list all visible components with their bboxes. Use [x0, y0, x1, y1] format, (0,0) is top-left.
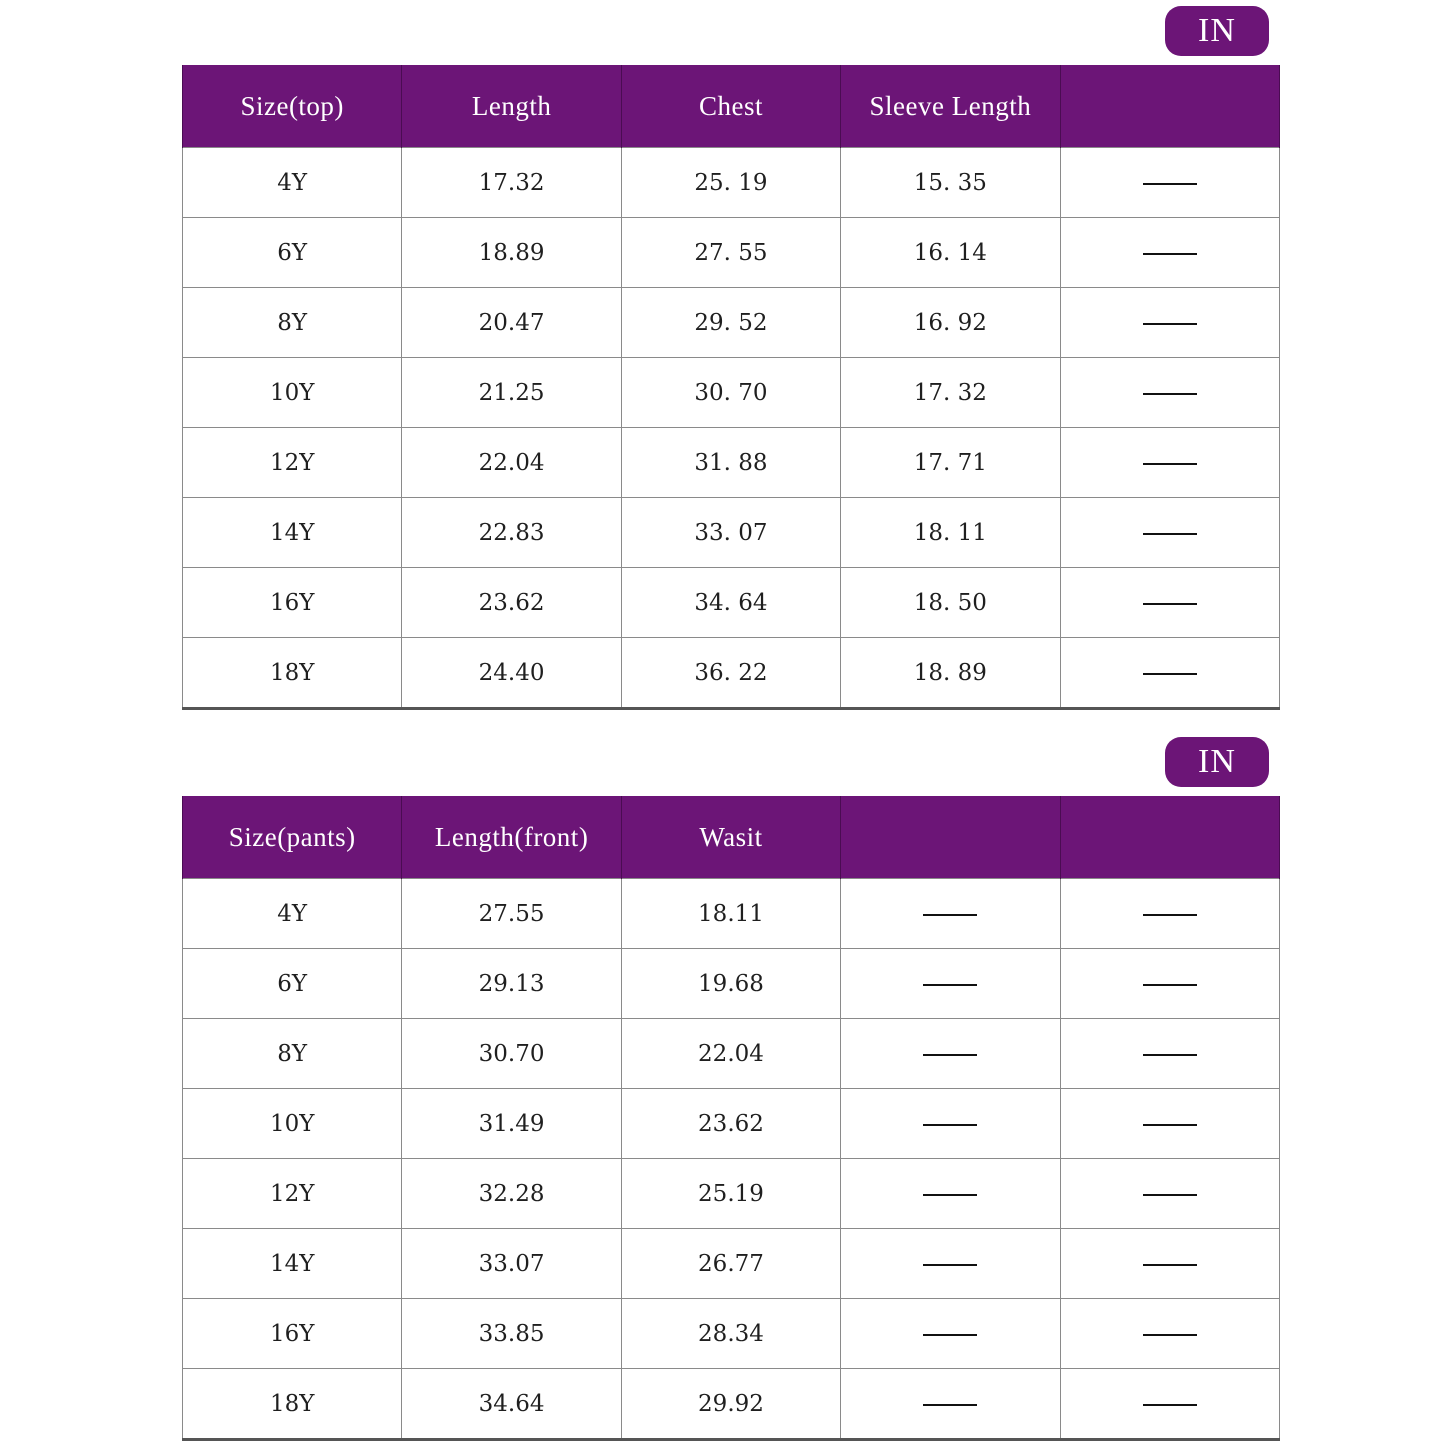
table-row	[183, 148, 1280, 218]
dash-mark	[1143, 1404, 1197, 1406]
dash-mark	[923, 1124, 977, 1126]
table-cell: 16Y	[183, 1299, 402, 1369]
empty-cell	[1060, 638, 1279, 709]
table-row	[183, 638, 1280, 709]
table-cell: 6Y	[183, 218, 402, 288]
table-cell: 18. 89	[841, 638, 1060, 709]
dash-mark	[923, 1404, 977, 1406]
pants-table-body	[183, 879, 1280, 1440]
tops-header-sleeve-length: Sleeve Length	[841, 65, 1060, 148]
empty-cell	[841, 1089, 1060, 1159]
empty-cell	[841, 1369, 1060, 1440]
table-cell: 17. 71	[841, 428, 1060, 498]
tops-size-table	[182, 65, 1280, 710]
table-row	[183, 288, 1280, 358]
table-row	[183, 1299, 1280, 1369]
table-cell: 34.64	[402, 1369, 621, 1440]
table-cell: 16Y	[183, 568, 402, 638]
table-row	[183, 428, 1280, 498]
dash-mark	[1143, 673, 1197, 675]
empty-cell	[1060, 1089, 1279, 1159]
dash-mark	[1143, 1124, 1197, 1126]
table-cell: 4Y	[183, 879, 402, 949]
table-cell: 25. 19	[621, 148, 840, 218]
pants-header-size: Size(pants)	[183, 796, 402, 879]
table-cell: 18.11	[621, 879, 840, 949]
empty-cell	[841, 949, 1060, 1019]
table-cell: 31.49	[402, 1089, 621, 1159]
empty-cell	[1060, 1299, 1279, 1369]
table-row	[183, 879, 1280, 949]
table-cell: 22.83	[402, 498, 621, 568]
table-cell: 12Y	[183, 428, 402, 498]
table-cell: 18Y	[183, 1369, 402, 1440]
table-cell: 16. 92	[841, 288, 1060, 358]
table-cell: 27. 55	[621, 218, 840, 288]
table-cell: 26.77	[621, 1229, 840, 1299]
pants-header-waist: Wasit	[621, 796, 840, 879]
table-cell: 29.13	[402, 949, 621, 1019]
empty-cell	[1060, 568, 1279, 638]
table-row	[183, 1019, 1280, 1089]
table-cell: 27.55	[402, 879, 621, 949]
tops-table-body	[183, 148, 1280, 709]
empty-cell	[841, 1019, 1060, 1089]
dash-mark	[923, 1334, 977, 1336]
table-cell: 33. 07	[621, 498, 840, 568]
table-cell: 22.04	[621, 1019, 840, 1089]
table-cell: 34. 64	[621, 568, 840, 638]
table-cell: 8Y	[183, 288, 402, 358]
table-row	[183, 568, 1280, 638]
empty-cell	[1060, 498, 1279, 568]
table-cell: 32.28	[402, 1159, 621, 1229]
table-cell: 18. 50	[841, 568, 1060, 638]
table-cell: 16. 14	[841, 218, 1060, 288]
table-cell: 28.34	[621, 1299, 840, 1369]
dash-mark	[923, 984, 977, 986]
dash-mark	[1143, 603, 1197, 605]
table-cell: 18.89	[402, 218, 621, 288]
pants-header-row	[183, 796, 1280, 879]
empty-cell	[1060, 148, 1279, 218]
table-cell: 29.92	[621, 1369, 840, 1440]
table-row	[183, 1369, 1280, 1440]
dash-mark	[1143, 1264, 1197, 1266]
table-cell: 23.62	[402, 568, 621, 638]
table-cell: 24.40	[402, 638, 621, 709]
tops-header-chest: Chest	[621, 65, 840, 148]
tops-header-row	[183, 65, 1280, 148]
table-cell: 30. 70	[621, 358, 840, 428]
dash-mark	[1143, 323, 1197, 325]
table-cell: 10Y	[183, 358, 402, 428]
dash-mark	[1143, 1334, 1197, 1336]
table-cell: 22.04	[402, 428, 621, 498]
empty-cell	[841, 1159, 1060, 1229]
empty-cell	[841, 1299, 1060, 1369]
empty-cell	[1060, 1229, 1279, 1299]
dash-mark	[1143, 984, 1197, 986]
table-cell: 18. 11	[841, 498, 1060, 568]
table-cell: 33.07	[402, 1229, 621, 1299]
table-row	[183, 1159, 1280, 1229]
table-cell: 21.25	[402, 358, 621, 428]
empty-cell	[1060, 218, 1279, 288]
empty-cell	[1060, 1019, 1279, 1089]
empty-cell	[841, 879, 1060, 949]
dash-mark	[1143, 1194, 1197, 1196]
tops-header-size: Size(top)	[183, 65, 402, 148]
table-cell: 18Y	[183, 638, 402, 709]
empty-cell	[1060, 1369, 1279, 1440]
table-cell: 29. 52	[621, 288, 840, 358]
table-cell: 33.85	[402, 1299, 621, 1369]
empty-cell	[1060, 288, 1279, 358]
dash-mark	[1143, 914, 1197, 916]
pants-header-length-front: Length(front)	[402, 796, 621, 879]
table-cell: 8Y	[183, 1019, 402, 1089]
dash-mark	[1143, 253, 1197, 255]
table-row	[183, 1229, 1280, 1299]
table-cell: 36. 22	[621, 638, 840, 709]
table-row	[183, 1089, 1280, 1159]
dash-mark	[1143, 1054, 1197, 1056]
tops-header-length: Length	[402, 65, 621, 148]
empty-cell	[1060, 879, 1279, 949]
table-cell: 4Y	[183, 148, 402, 218]
table-cell: 17. 32	[841, 358, 1060, 428]
table-cell: 12Y	[183, 1159, 402, 1229]
dash-mark	[923, 1054, 977, 1056]
dash-mark	[923, 1264, 977, 1266]
table-cell: 30.70	[402, 1019, 621, 1089]
table-cell: 6Y	[183, 949, 402, 1019]
table-cell: 10Y	[183, 1089, 402, 1159]
table-cell: 15. 35	[841, 148, 1060, 218]
table-cell: 19.68	[621, 949, 840, 1019]
table-cell: 14Y	[183, 498, 402, 568]
empty-cell	[1060, 358, 1279, 428]
pants-header-empty-1	[841, 796, 1060, 879]
tops-header-empty	[1060, 65, 1279, 148]
table-cell: 20.47	[402, 288, 621, 358]
table-cell: 31. 88	[621, 428, 840, 498]
dash-mark	[1143, 463, 1197, 465]
table-row	[183, 498, 1280, 568]
empty-cell	[1060, 1159, 1279, 1229]
empty-cell	[841, 1229, 1060, 1299]
dash-mark	[923, 1194, 977, 1196]
pants-size-table	[182, 796, 1280, 1441]
table-row	[183, 358, 1280, 428]
empty-cell	[1060, 949, 1279, 1019]
pants-unit-badge: IN	[1165, 737, 1269, 787]
table-cell: 14Y	[183, 1229, 402, 1299]
dash-mark	[923, 914, 977, 916]
dash-mark	[1143, 533, 1197, 535]
tops-unit-badge: IN	[1165, 6, 1269, 56]
table-cell: 25.19	[621, 1159, 840, 1229]
pants-header-empty-2	[1060, 796, 1279, 879]
empty-cell	[1060, 428, 1279, 498]
table-cell: 17.32	[402, 148, 621, 218]
dash-mark	[1143, 393, 1197, 395]
table-cell: 23.62	[621, 1089, 840, 1159]
table-row	[183, 218, 1280, 288]
dash-mark	[1143, 183, 1197, 185]
table-row	[183, 949, 1280, 1019]
